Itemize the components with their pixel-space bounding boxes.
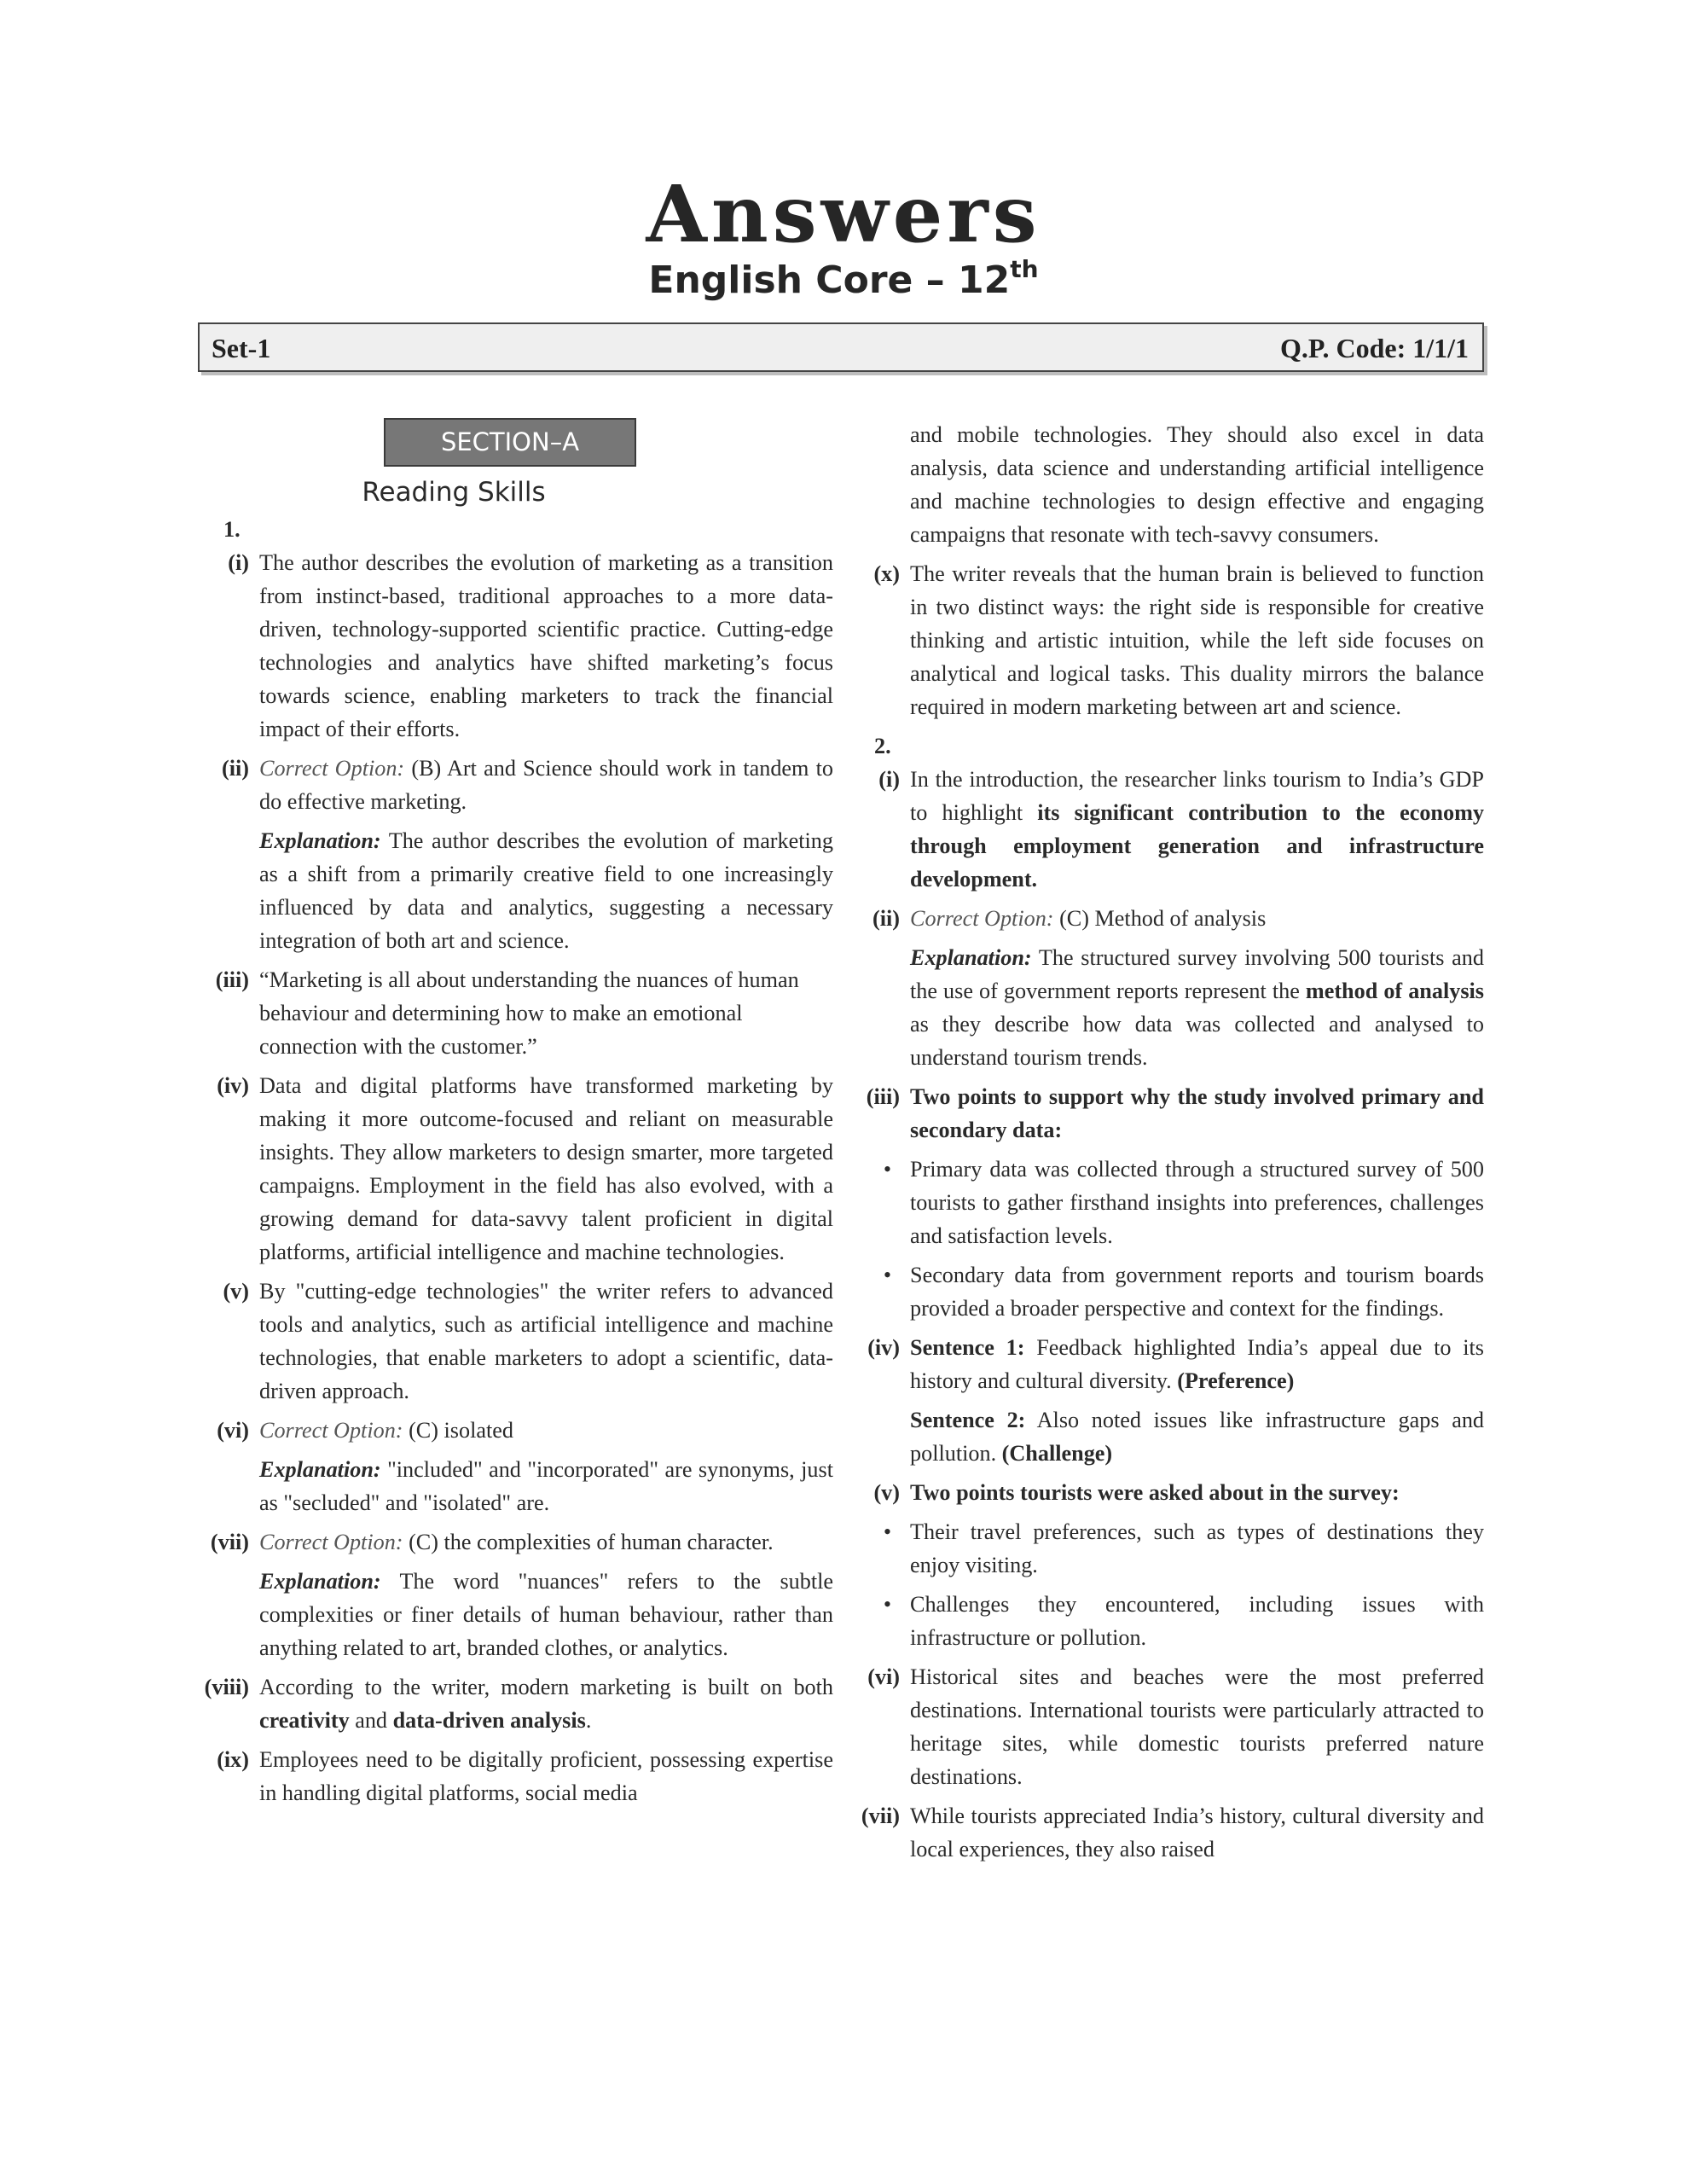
correct-option-text: (C) isolated	[403, 1418, 513, 1443]
answer-item	[198, 1414, 833, 1447]
answer-item	[849, 902, 1484, 935]
item-text	[910, 1331, 1484, 1397]
bold-term: method of analysis	[1305, 979, 1484, 1003]
item-number: (iii)	[866, 1084, 900, 1109]
bold-term: its significant contribution to the economy through employment generation and infrastructure development.	[910, 800, 1484, 892]
answer-item	[849, 1476, 1484, 1509]
item-text	[259, 752, 833, 818]
answer-item	[849, 763, 1484, 896]
bullet-text: Primary data was collected through a structured survey of 500 tourists to gather firsthand insights into preferences, challenges and satisfaction levels.	[910, 1157, 1484, 1248]
question-number: 2.	[874, 734, 891, 758]
correct-option-label: Correct Option:	[910, 906, 1054, 931]
correct-option-label: Correct Option:	[259, 1530, 403, 1554]
sentence-text: Feedback highlighted India’s appeal due to its history and cultural diversity.	[910, 1335, 1484, 1393]
item-number: (ii)	[222, 756, 249, 781]
item-text	[259, 1670, 833, 1737]
item-number: (i)	[878, 767, 900, 792]
item-text: The author describes the evolution of marketing as a transition from instinct-based, traditional approaches to a more data-driven, technology-supported scientific practice. Cutting-edge technologies and analytics have shifted marketing’s focus towards science, enabling marketers to track the financial impact of their efforts.	[259, 550, 833, 741]
explanation-text: as they describe how data was collected and analysed to understand tourism trends.	[910, 1012, 1484, 1070]
item-number: (vi)	[217, 1418, 249, 1443]
text-part: In the introduction, the researcher links tourism to India’s GDP to highlight	[910, 767, 1484, 825]
item-number: (iii)	[215, 967, 249, 992]
answer-item	[198, 963, 833, 1063]
explanation-label: Explanation:	[259, 1457, 381, 1482]
sentence-text: Also noted issues like infrastructure gaps and pollution.	[910, 1408, 1485, 1466]
explanation	[259, 824, 833, 957]
item-number: (iv)	[867, 1335, 900, 1360]
heading-text: Two points tourists were asked about in the survey:	[910, 1480, 1400, 1505]
section-label: SECTION–A	[384, 418, 636, 467]
explanation-label: Explanation:	[910, 945, 1032, 970]
item-text: Data and digital platforms have transformed marketing by making it more outcome-focused and reliant on measurable insights. They allow marketers to design smarter, more targeted campaigns. Employment in the field has also evolved, with a growing demand for data-savvy talent proficient in digital platforms, artificial intelligence and machine technologies.	[259, 1073, 833, 1264]
answer-item	[198, 1275, 833, 1408]
answer-item	[849, 1799, 1484, 1866]
item-number: (vi)	[867, 1664, 900, 1689]
explanation-label: Explanation:	[259, 828, 381, 853]
bullet-icon: •	[883, 1157, 891, 1182]
section-subtitle: Reading Skills	[362, 477, 546, 508]
item-number: (v)	[223, 1279, 249, 1304]
answer-item	[198, 1069, 833, 1269]
item-text: “Marketing is all about understanding the nuances of human behaviour and determining how to make an emotional connection with the customer.”	[259, 967, 799, 1059]
item-text: The writer reveals that the human brain is believed to function in two distinct ways: the right side is responsible for creative thinking and artistic intuition, while the left side focuses on analytical and logical tasks. This duality mirrors the balance required in modern marketing between art and science.	[910, 561, 1484, 719]
correct-option-label: Correct Option:	[259, 756, 405, 781]
explanation-text: The structured survey involving 500 tourists and the use of government reports represent the	[910, 945, 1484, 1003]
explanation-text: The word "nuances" refers to the subtle complexities or finer details of human behaviour, rather than anything related to art, branded clothes, or analytics.	[259, 1569, 833, 1660]
item-number: (i)	[228, 550, 249, 575]
question-number: 1.	[223, 517, 241, 542]
answer-item	[198, 546, 833, 746]
sentence-tag: (Preference)	[1177, 1368, 1295, 1393]
bullet-icon: •	[883, 1592, 891, 1617]
page-subtitle	[0, 255, 1687, 302]
item-text	[259, 1525, 833, 1559]
item-text: By "cutting-edge technologies" the writer refers to advanced tools and analytics, such as artificial intelligence and machine technologies, that enable marketers to adopt a scientific, data-driven approach.	[259, 1279, 833, 1403]
subtitle-sup: th	[1010, 255, 1039, 283]
page-title: Answers	[646, 168, 1041, 260]
item-text	[910, 902, 1484, 935]
text-part: .	[585, 1708, 592, 1733]
answer-item	[849, 1660, 1484, 1793]
item-text: While tourists appreciated India’s history, cultural diversity and local experiences, they also raised	[910, 1804, 1484, 1862]
qp-code: Q.P. Code: 1/1/1	[1279, 333, 1469, 363]
explanation-text: The author describes the evolution of marketing as a shift from a primarily creative field to one increasingly influenced by data and analytics, suggesting a necessary integration of both art and science.	[259, 828, 833, 953]
item-number: (ii)	[872, 906, 900, 931]
bullet-text: Their travel preferences, such as types of destinations they enjoy visiting.	[910, 1519, 1484, 1577]
item-number: (vii)	[861, 1804, 900, 1828]
item-continuation: and mobile technologies. They should also excel in data analysis, data science and understanding artificial intelligence and machine technologies to design effective and engaging campaigns that resonate with tech-savvy consumers.	[910, 422, 1484, 547]
bullet-item	[849, 1258, 1484, 1325]
item-number: (iv)	[217, 1073, 249, 1098]
explanation-text: "included" and "incorporated" are synonyms, just as "secluded" and "isolated" are.	[259, 1457, 833, 1515]
item-text	[259, 1414, 833, 1447]
bullet-text: Challenges they encountered, including issues with infrastructure or pollution.	[910, 1592, 1484, 1650]
correct-option-text: (C) the complexities of human character.	[403, 1530, 774, 1554]
answer-item	[198, 752, 833, 818]
explanation-label: Explanation:	[259, 1569, 381, 1594]
sentence-two	[910, 1403, 1484, 1470]
item-heading	[910, 1080, 1484, 1147]
set-bar	[198, 322, 1484, 372]
answer-item	[198, 1670, 833, 1737]
answer-item	[849, 1080, 1484, 1147]
set-label: Set-1	[212, 333, 271, 363]
item-number: (v)	[873, 1480, 900, 1505]
sentence-tag: (Challenge)	[1001, 1441, 1113, 1466]
bold-term: creativity	[259, 1708, 350, 1733]
bullet-icon: •	[883, 1519, 891, 1544]
explanation	[910, 941, 1484, 1074]
item-number: (x)	[873, 561, 900, 586]
text-part: According to the writer, modern marketing is built on both	[259, 1675, 833, 1699]
explanation	[259, 1453, 833, 1519]
item-text: Employees need to be digitally proficient, possessing expertise in handling digital platforms, social media	[259, 1747, 833, 1805]
item-text	[910, 763, 1484, 896]
item-number: (vii)	[210, 1530, 249, 1554]
left-column	[198, 418, 833, 1815]
explanation	[259, 1565, 833, 1664]
bullet-icon: •	[883, 1263, 891, 1287]
answer-item	[849, 1331, 1484, 1397]
item-number: (ix)	[217, 1747, 249, 1772]
bullet-item	[849, 1588, 1484, 1654]
sentence-label: Sentence 1:	[910, 1335, 1025, 1360]
bullet-text: Secondary data from government reports and tourism boards provided a broader perspective and context for the findings.	[910, 1263, 1484, 1321]
answer-item	[198, 1525, 833, 1559]
sentence-label: Sentence 2:	[910, 1408, 1026, 1432]
right-column	[849, 418, 1484, 1872]
item-text: Historical sites and beaches were the most preferred destinations. International tourists were particularly attracted to heritage sites, while domestic tourists preferred nature destinations.	[910, 1664, 1484, 1789]
bold-term: data-driven analysis	[392, 1708, 586, 1733]
correct-option-text: (C) Method of analysis	[1053, 906, 1267, 931]
heading-text: Two points to support why the study involved primary and secondary data:	[910, 1084, 1484, 1142]
text-part: and	[349, 1708, 393, 1733]
bullet-item	[849, 1515, 1484, 1582]
answer-item	[849, 557, 1484, 723]
item-number: (viii)	[204, 1675, 249, 1699]
bullet-item	[849, 1153, 1484, 1252]
subtitle-text: English Core – 12	[648, 258, 1011, 302]
correct-option-label: Correct Option:	[259, 1418, 403, 1443]
correct-option-text: (B) Art and Science should work in tandem to do effective marketing.	[259, 756, 833, 814]
answer-item	[198, 1743, 833, 1809]
item-heading	[910, 1476, 1484, 1509]
